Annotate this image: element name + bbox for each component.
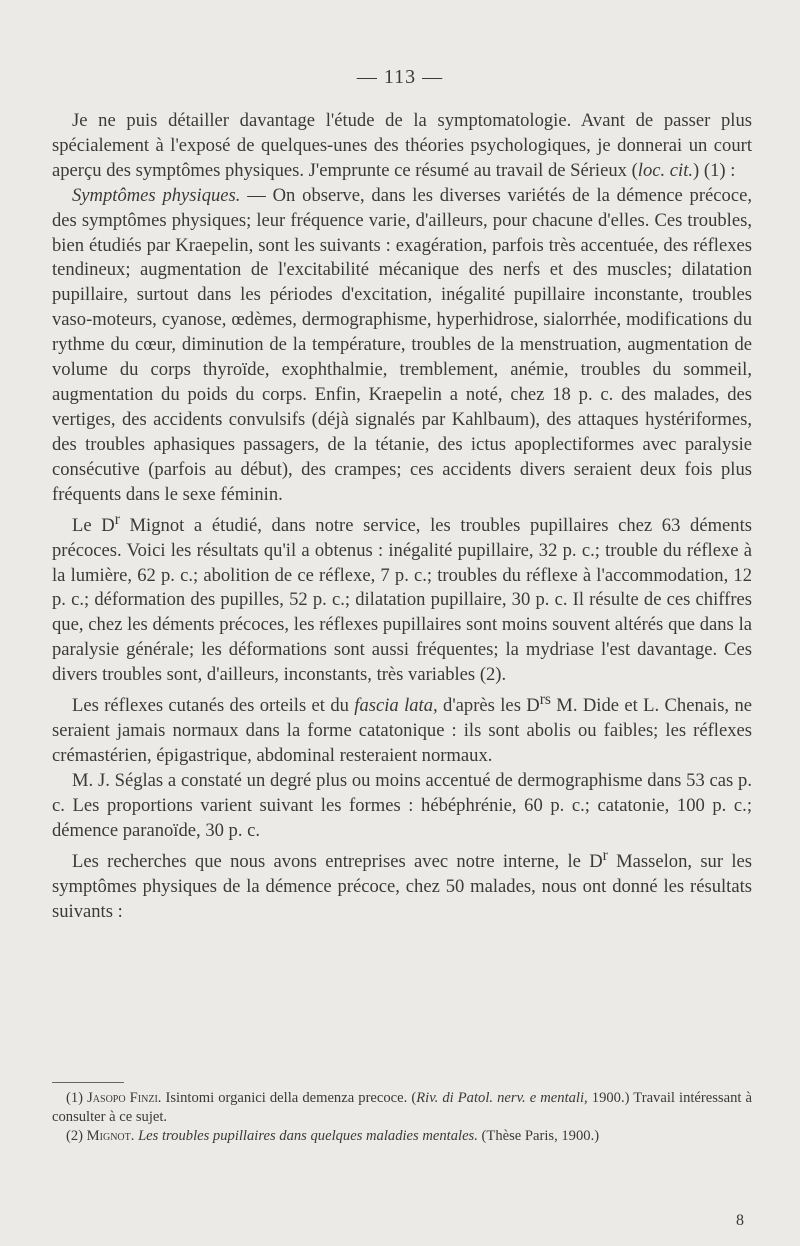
paragraph: Les réflexes cutanés des orteils et du fascia lata, d'après les $D^{rs}$ M. Dide et L. Chenais, ne seraient jamais normaux dans la forme catatonique : ils sont abolis ou faibles; les réflexes crémastérien, épigastrique, abdominal resteraient normaux. [52, 691, 752, 767]
footnote-divider [52, 1082, 124, 1083]
footnote: (2) Mignot. Les troubles pupillaires dans quelques maladies mentales. (Thèse Paris, 1900.) [66, 1128, 600, 1144]
paragraph: Symptômes physiques. — On observe, dans les diverses variétés de la démence précoce, des symptômes physiques; leur fréquence varie, d'ailleurs, pour chacune d'elles. Ces troubles, bien étudiés par Kraepelin, sont les suivants : exagération, parfois très accentuée, des réflexes tendineux; augmentation de l'excitabilité mécanique des nerfs et des muscles; dilatation pupillaire, surtout dans les périodes d'excitation, inégalité pupillaire inconstante, troubles vaso-moteurs, cyanose, œdèmes, dermographisme, hyperhidrose, sialorrhée, modifications du rythme du cœur, diminution de la température, troubles de la menstruation, augmentation de volume du corps thyroïde, exophthalmie, tremblement, anémie, troubles du sommeil, augmentation du poids du corps. Enfin, Kraepelin a noté, chez 18 p. c. des malades, des vertiges, des accidents convulsifs (déjà signalés par Kahlbaum), des attaques hystériformes, des troubles aphasiques passagers, de la tétanie, des ictus apoplectiformes avec paralysie consécutive (parfois au début), des crampes; ces accidents divers seraient deux fois plus fréquents dans le sexe féminin. [52, 184, 752, 505]
paragraph: Le $D^r$ Mignot a étudié, dans notre service, les troubles pupillaires chez 63 déments précoces. Voici les résultats qu'il a obtenus : inégalité pupillaire, 32 p. c.; trouble du réflexe à la lumière, 62 p. c.; abolition de ce réflexe, 7 p. c.; troubles du réflexe à l'accommodation, 12 p. c.; déformation des pupilles, 52 p. c.; dilatation pupillaire, 30 p. c. Il résulte de ces chiffres que, chez les déments précoces, les réflexes pupillaires sont moins souvent altérés que dans la paralysie générale; les déformations sont aussi fréquentes; la mydriase l'est davantage. Ces divers troubles sont, d'ailleurs, inconstants, très variables (2). [52, 510, 753, 686]
signature-mark: 8 [736, 1212, 744, 1229]
main-text [52, 109, 752, 925]
paragraph: M. J. Séglas a constaté un degré plus ou moins accentué de dermographisme dans 53 cas p. c. Les proportions varient suivant les formes : hébéphrénie, 60 p. c.; catatonie, 100 p. c.; démence paranoïde, 30 p. c. [52, 769, 752, 841]
footnote: (1) Jasopo Finzi. Isintomi organici della demenza precoce. (Riv. di Patol. nerv. e mentali, 1900.) Travail intéressant à consulter à ce sujet. [52, 1090, 752, 1125]
paragraph: Je ne puis détailler davantage l'étude de la symptomatologie. Avant de passer plus spécialement à l'exposé de quelques-unes des théories psychologiques, je donnerai un court aperçu des symptômes physiques. J'emprunte ce résumé au travail de Sérieux (loc. cit.) (1) : [52, 110, 752, 181]
paragraph: Les recherches que nous avons entreprises avec notre interne, le $D^r$ Masselon, sur les symptômes physiques de la démence précoce, chez 50 malades, nous ont donné les résultats suivants : [52, 846, 753, 922]
section-heading: Symptômes physiques. [72, 184, 241, 206]
page-number: — 113 — [356, 66, 444, 88]
footnotes [52, 1089, 752, 1146]
